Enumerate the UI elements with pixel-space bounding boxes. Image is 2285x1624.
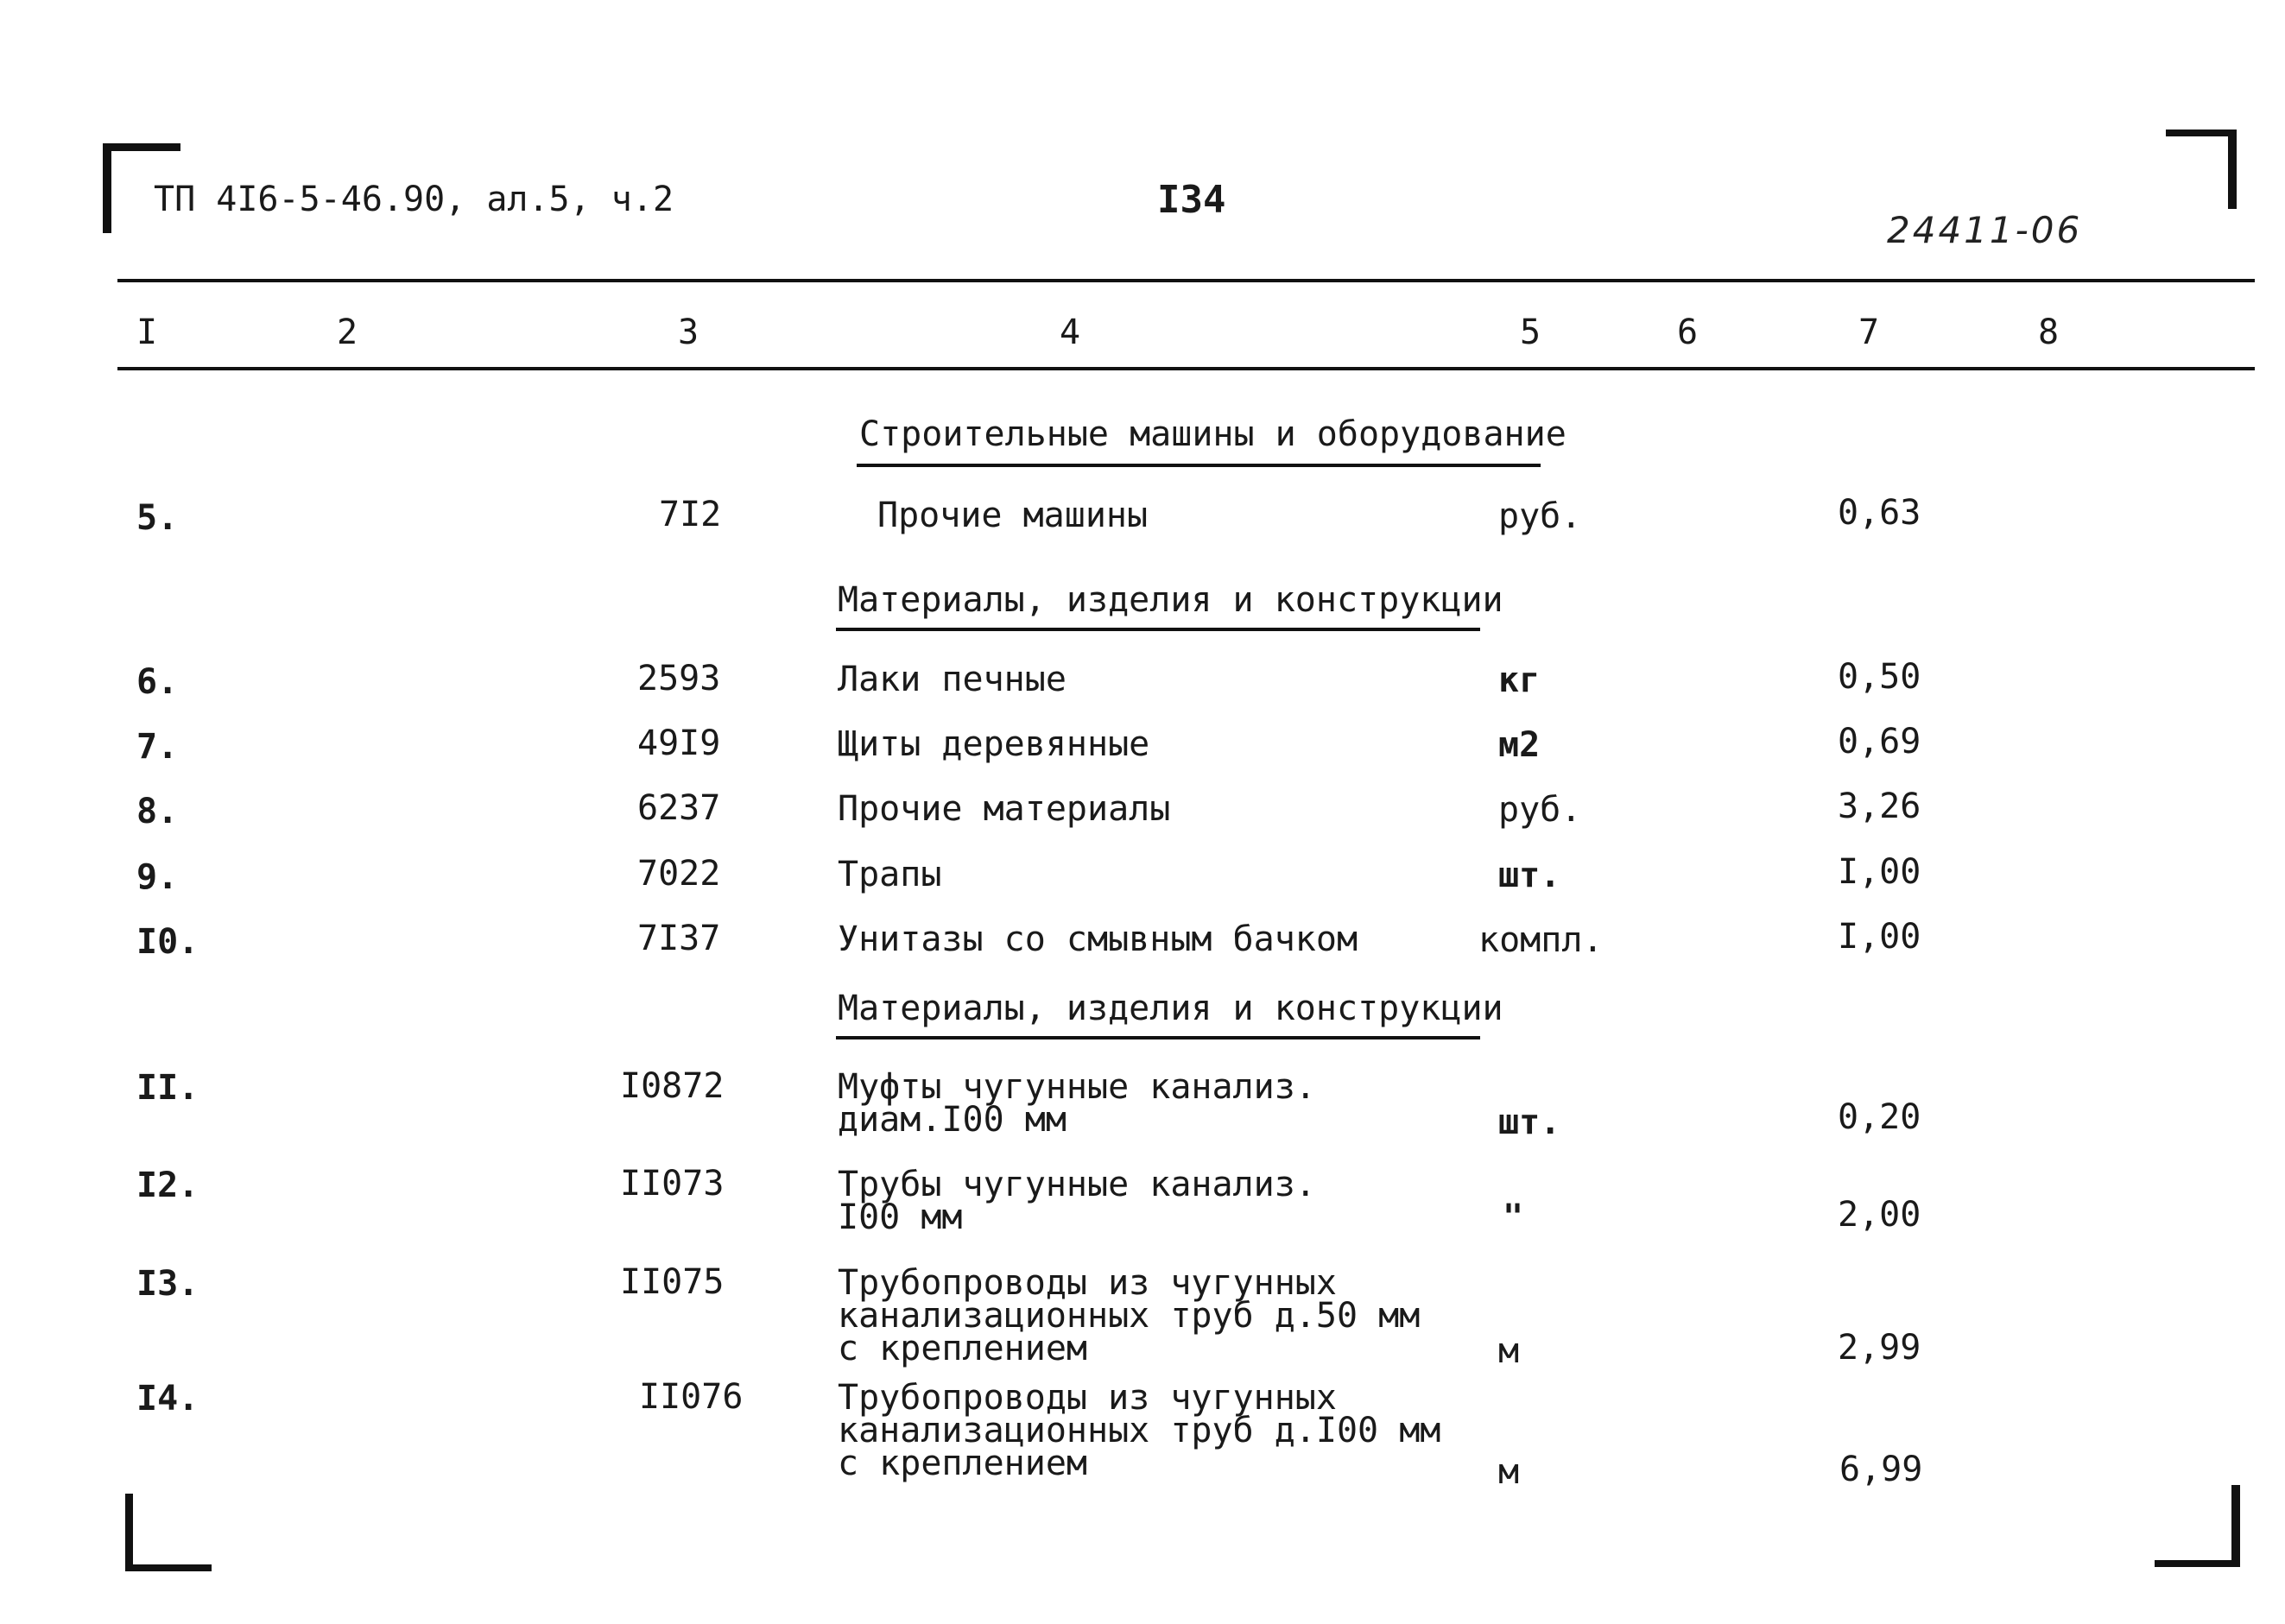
row-number: 8. — [136, 792, 179, 831]
row-code: II075 — [620, 1262, 725, 1302]
row-code: 7I37 — [637, 919, 721, 958]
row-description: Прочие материалы — [838, 789, 1171, 829]
row-unit: шт. — [1498, 1103, 1561, 1142]
row-description: Лаки печные — [838, 660, 1067, 699]
row-number: II. — [136, 1068, 199, 1108]
row-value: I,00 — [1838, 917, 1921, 957]
column-header-1: I — [136, 313, 158, 352]
row-code: 49I9 — [637, 724, 721, 763]
section-underline — [836, 628, 1480, 631]
row-number: I2. — [136, 1166, 199, 1205]
row-description: Прочие машины — [877, 496, 1149, 535]
column-header-7: 7 — [1858, 313, 1880, 352]
row-unit: м — [1498, 1452, 1520, 1492]
corner-bracket-bottom-right — [2231, 1485, 2240, 1567]
section-title: Строительные машины и оборудование — [859, 414, 1567, 454]
row-code: II073 — [620, 1164, 725, 1204]
document-code: ТП 4I6-5-46.90, ал.5, ч.2 — [154, 180, 674, 219]
row-unit: кг — [1498, 660, 1541, 700]
row-unit: компл. — [1478, 920, 1604, 960]
column-header-4: 4 — [1060, 313, 1081, 352]
row-number: 5. — [136, 498, 179, 538]
row-number: I0. — [136, 922, 199, 962]
row-number: I4. — [136, 1379, 199, 1419]
section-title: Материалы, изделия и конструкции — [838, 989, 1503, 1028]
column-header-6: 6 — [1677, 313, 1699, 352]
row-description: Щиты деревянные — [838, 724, 1150, 764]
row-value: 2,00 — [1838, 1195, 1921, 1235]
row-number: 7. — [136, 727, 179, 767]
row-number: 6. — [136, 662, 179, 702]
row-description: Трубопроводы из чугунных канализационных труб д.I00 мм с креплением — [838, 1378, 1441, 1483]
handwritten-reference: 24411-06 — [1887, 209, 2083, 251]
page-number: I34 — [1157, 178, 1226, 222]
row-description: Трубопроводы из чугунных канализационных труб д.50 мм с креплением — [838, 1263, 1421, 1368]
corner-bracket-bottom-left — [125, 1494, 133, 1571]
row-code: 7I2 — [659, 495, 722, 534]
section-title: Материалы, изделия и конструкции — [838, 580, 1503, 620]
section-underline — [836, 1036, 1480, 1039]
row-number: I3. — [136, 1264, 199, 1304]
row-value: 2,99 — [1838, 1328, 1921, 1368]
row-value: 0,69 — [1838, 722, 1921, 761]
row-code: 6237 — [637, 788, 721, 828]
corner-bracket-top-right — [2228, 130, 2237, 209]
corner-bracket-bottom-left-arm — [125, 1564, 212, 1571]
row-value: 0,63 — [1838, 493, 1921, 533]
table-top-rule — [117, 279, 2255, 282]
column-header-2: 2 — [337, 313, 358, 352]
row-code: 2593 — [637, 659, 721, 698]
section-underline — [857, 464, 1541, 467]
row-code: I0872 — [620, 1066, 725, 1106]
row-unit: " — [1503, 1197, 1524, 1237]
row-description: Трапы — [838, 855, 942, 894]
column-header-5: 5 — [1520, 313, 1541, 352]
table-header-rule — [117, 367, 2255, 370]
corner-bracket-top-right-arm — [2166, 130, 2237, 136]
row-unit: м — [1498, 1331, 1520, 1371]
row-description: Муфты чугунные канализ. диам.I00 мм — [838, 1067, 1316, 1140]
row-value: I,00 — [1838, 852, 1921, 892]
column-header-3: 3 — [678, 313, 699, 352]
corner-bracket-top-left — [103, 143, 111, 233]
row-unit: м2 — [1498, 725, 1541, 765]
row-description: Трубы чугунные канализ. I00 мм — [838, 1165, 1316, 1237]
row-unit: шт. — [1498, 856, 1561, 895]
row-value: 0,20 — [1838, 1097, 1921, 1137]
row-code: II076 — [639, 1377, 744, 1417]
corner-bracket-bottom-right-arm — [2155, 1560, 2239, 1567]
row-value: 3,26 — [1838, 787, 1921, 826]
row-value: 0,50 — [1838, 657, 1921, 697]
row-description: Унитазы со смывным бачком — [838, 919, 1358, 959]
row-value: 6,99 — [1839, 1450, 1923, 1489]
column-header-8: 8 — [2038, 313, 2060, 352]
corner-bracket-top-left-arm — [103, 143, 180, 151]
row-unit: руб. — [1498, 496, 1582, 536]
row-unit: руб. — [1498, 790, 1582, 830]
row-code: 7022 — [637, 854, 721, 894]
row-number: 9. — [136, 857, 179, 897]
